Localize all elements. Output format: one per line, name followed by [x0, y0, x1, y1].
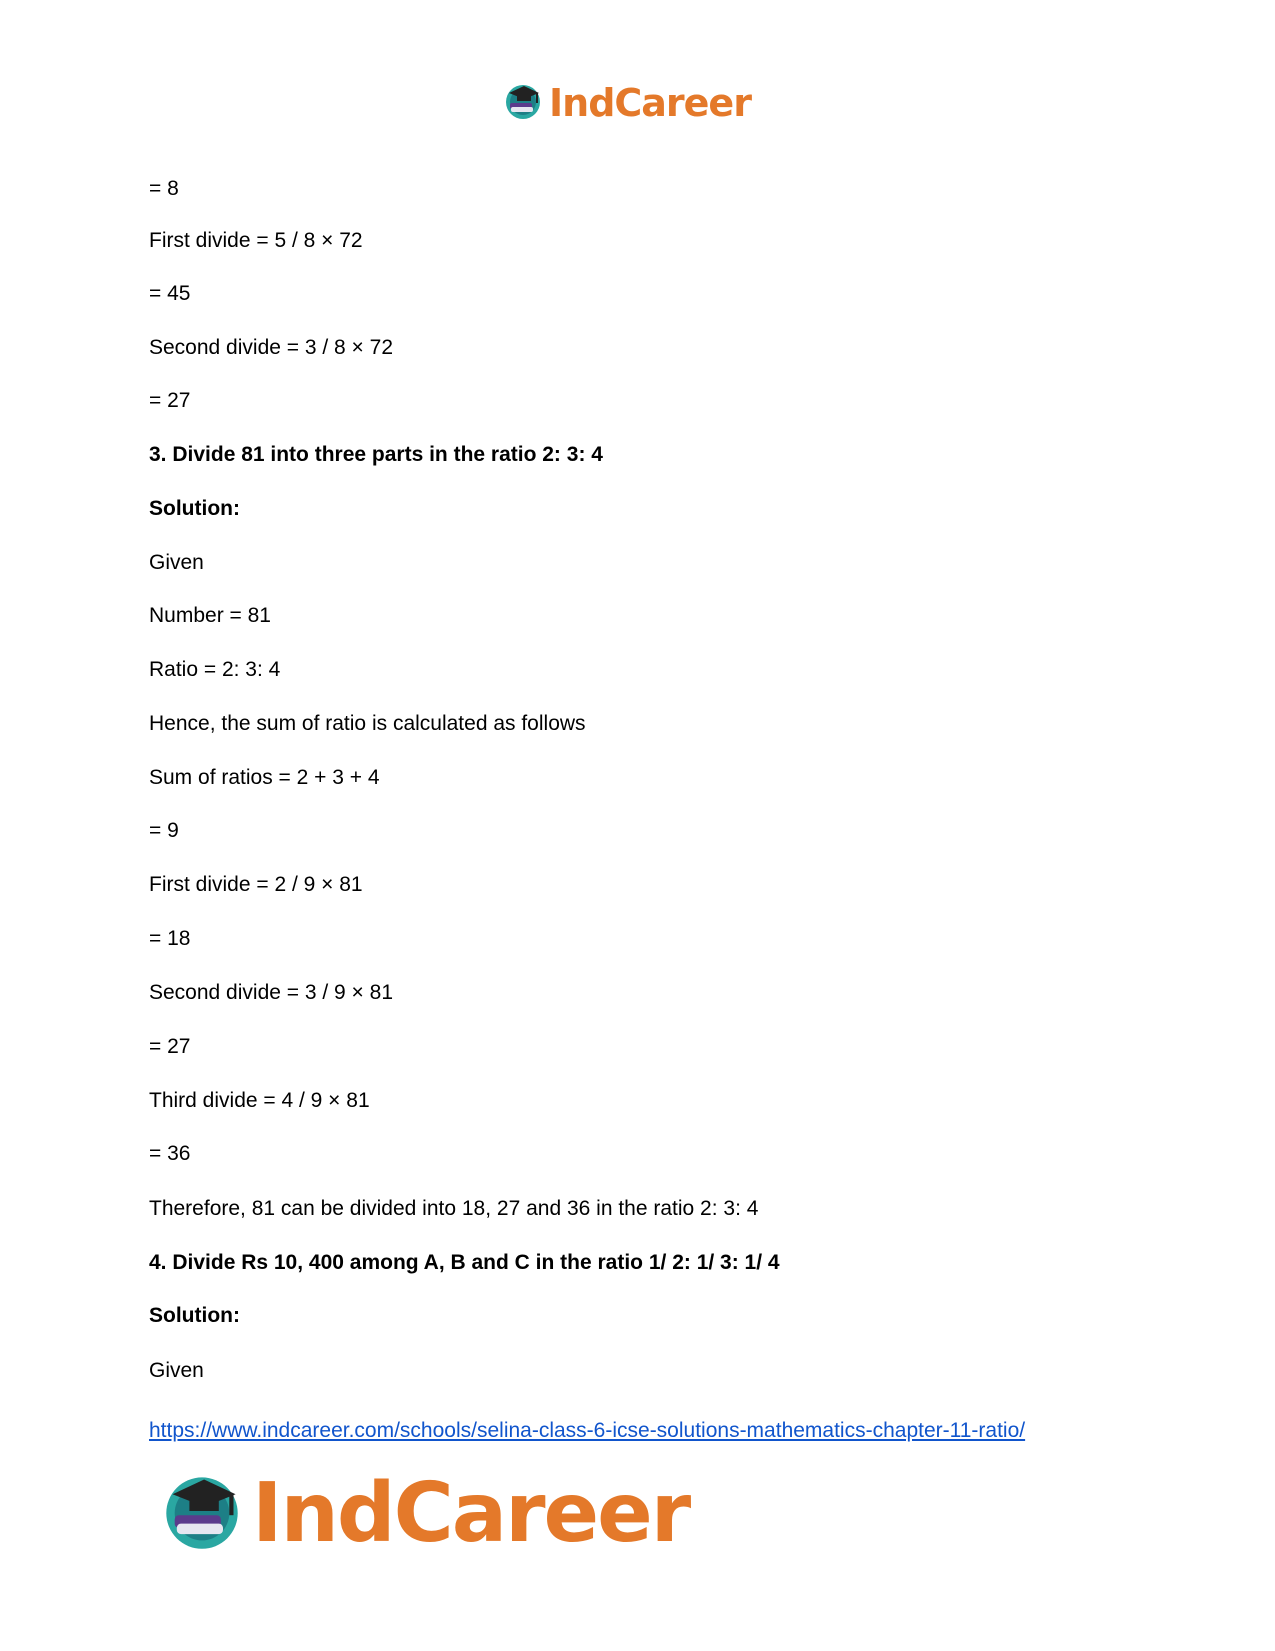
logo-text: IndCareer: [549, 81, 751, 125]
text-line: = 36: [149, 1142, 191, 1165]
logo-text: IndCareer: [252, 1465, 690, 1561]
text-line: Second divide = 3 / 9 × 81: [149, 981, 394, 1004]
text-line: = 27: [149, 1035, 191, 1058]
header-logo: [503, 80, 751, 126]
text-line: Given: [149, 1359, 204, 1382]
text-line: Ratio = 2: 3: 4: [149, 658, 281, 681]
text-line: First divide = 5 / 8 × 72: [149, 229, 363, 252]
text-line: Hence, the sum of ratio is calculated as follows: [149, 712, 586, 735]
text-line: Second divide = 3 / 8 × 72: [149, 336, 394, 359]
text-line: Third divide = 4 / 9 × 81: [149, 1089, 370, 1112]
text-line: Sum of ratios = 2 + 3 + 4: [149, 766, 380, 789]
text-line: Given: [149, 551, 204, 574]
footer-logo: [160, 1465, 690, 1561]
solution-heading: Solution:: [149, 1304, 240, 1327]
text-line: Number = 81: [149, 604, 271, 627]
graduation-book-globe-icon: [160, 1469, 244, 1558]
text-line: = 18: [149, 927, 191, 950]
solution-heading: Solution:: [149, 497, 240, 520]
text-line: = 45: [149, 282, 191, 305]
text-line: Therefore, 81 can be divided into 18, 27 and 36 in the ratio 2: 3: 4: [149, 1197, 759, 1220]
question-heading: 4. Divide Rs 10, 400 among A, B and C in the ratio 1/ 2: 1/ 3: 1/ 4: [149, 1251, 780, 1274]
text-line: = 27: [149, 389, 191, 412]
question-heading: 3. Divide 81 into three parts in the ratio 2: 3: 4: [149, 443, 603, 466]
text-line: = 9: [149, 819, 179, 842]
source-url-link[interactable]: https://www.indcareer.com/schools/selina-class-6-icse-solutions-mathematics-chapter-11-ratio/: [149, 1419, 1026, 1442]
text-line: = 8: [149, 177, 179, 200]
graduation-book-globe-icon: [503, 81, 543, 126]
text-line: First divide = 2 / 9 × 81: [149, 873, 363, 896]
